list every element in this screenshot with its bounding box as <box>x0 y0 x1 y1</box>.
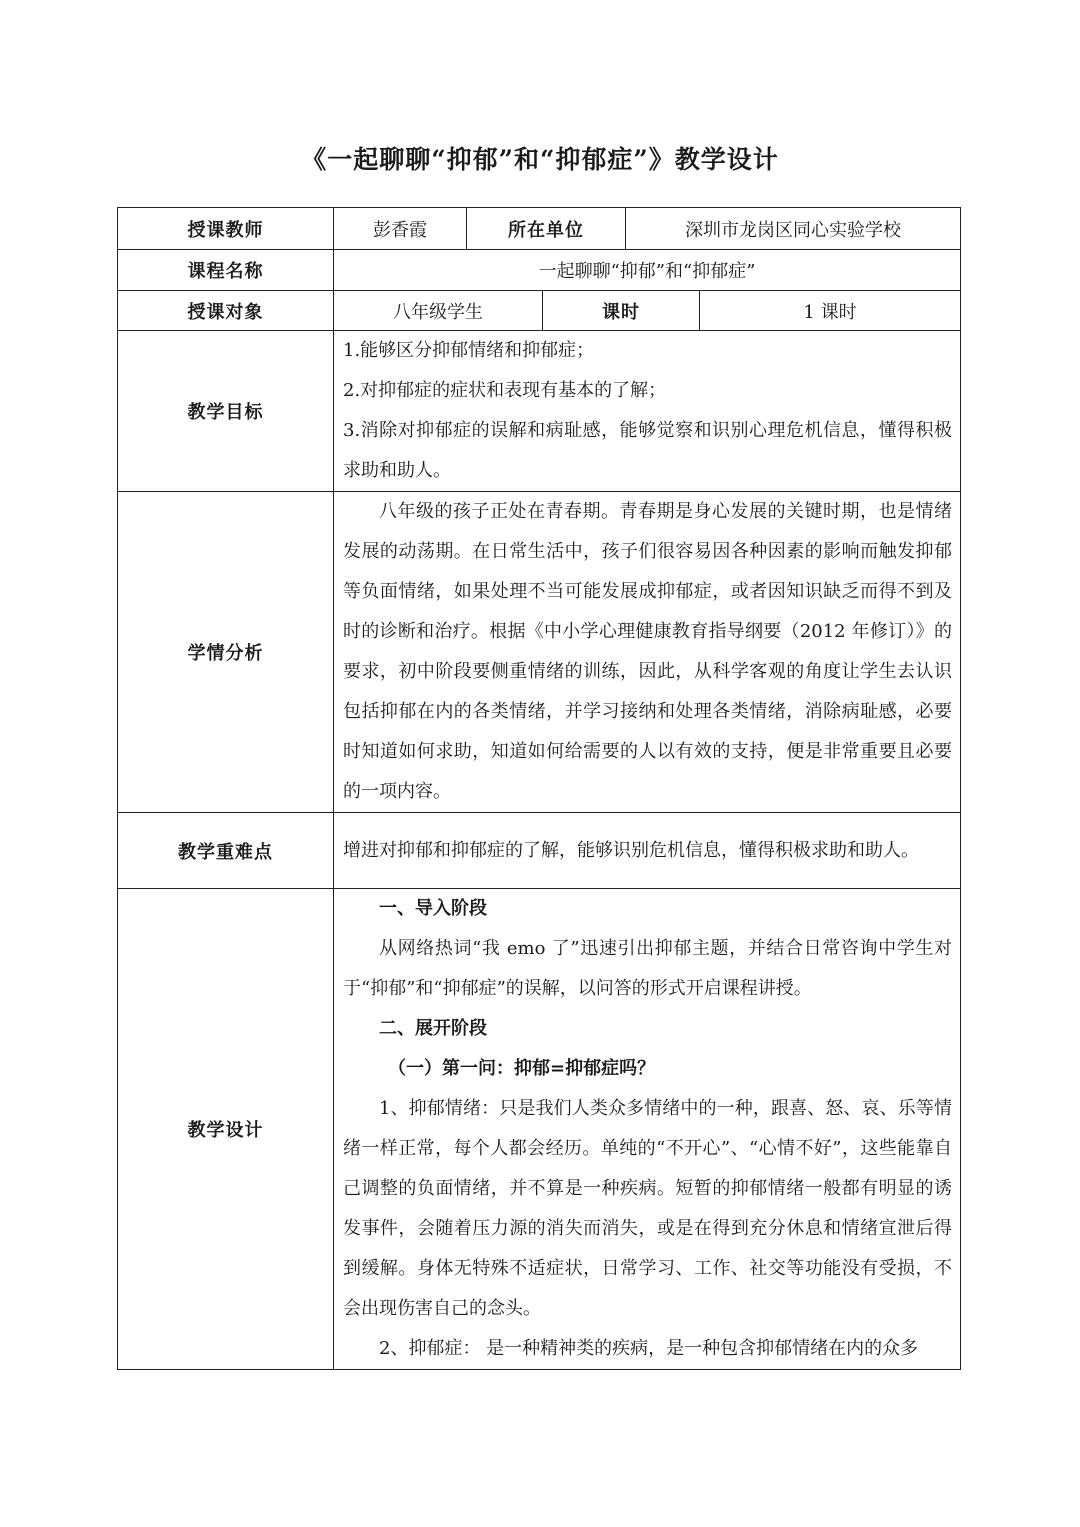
key-points-content <box>334 813 961 889</box>
target-value: 八年级学生 <box>334 291 543 331</box>
goals-label: 教学目标 <box>118 331 334 492</box>
row-goals <box>118 331 961 492</box>
row-course <box>118 250 961 291</box>
goals-content <box>334 331 961 492</box>
course-label: 课程名称 <box>118 250 334 291</box>
design-heading-develop: 二、展开阶段 <box>379 1018 487 1039</box>
row-teacher <box>118 208 961 250</box>
row-design <box>118 889 961 1370</box>
row-key-points <box>118 813 961 889</box>
analysis-content <box>334 492 961 813</box>
design-paragraph: 从网络热词“我 emo 了”迅速引出抑郁主题，并结合日常咨询中学生对于“抑郁”和“抑郁症”的误解，以问答的形式开启课程讲授。 <box>343 938 952 999</box>
design-paragraph: 2、抑郁症： 是一种精神类的疾病，是一种包含抑郁情绪在内的众多 <box>379 1338 919 1359</box>
goal-item: 2.对抑郁症的症状和表现有基本的了解； <box>343 380 667 401</box>
course-value: 一起聊聊“抑郁”和“抑郁症” <box>334 250 961 291</box>
target-label: 授课对象 <box>118 291 334 331</box>
hours-label: 课时 <box>543 291 700 331</box>
key-points-label: 教学重难点 <box>118 813 334 889</box>
analysis-text: 八年级的孩子正处在青春期。青春期是身心发展的关键时期，也是情绪发展的动荡期。在日常生活中，孩子们很容易因各种因素的影响而触发抑郁等负面情绪，如果处理不当可能发展成抑郁症，或者因知识缺乏而得不到及时的诊断和治疗。根据《中小学心理健康教育指导纲要（2012 年修订）》的要求，初中阶段要侧重情绪的训练，因此，从科学客观的角度让学生去认识包括抑郁在内的各类情绪，并学习接纳和处理各类情绪，消除病耻感，必要时知道如何求助，知道如何给需要的人以有效的支持，便是非常重要且必要的一项内容。 <box>343 501 952 802</box>
design-question-heading: （一）第一问：抑郁=抑郁症吗？ <box>388 1058 656 1079</box>
design-paragraph: 1、抑郁情绪：只是我们人类众多情绪中的一种，跟喜、怒、哀、乐等情绪一样正常，每个人都会经历。单纯的“不开心”、“心情不好”，这些能靠自己调整的负面情绪，并不算是一种疾病。短暂的抑郁情绪一般都有明显的诱发事件，会随着压力源的消失而消失，或是在得到充分休息和情绪宣泄后得到缓解。身体无特殊不适症状，日常学习、工作、社交等功能没有受损，不会出现伤害自己的念头。 <box>343 1098 952 1319</box>
goal-item: 3.消除对抑郁症的误解和病耻感，能够觉察和识别心理危机信息，懂得积极求助和助人。 <box>343 420 952 481</box>
goal-item: 1.能够区分抑郁情绪和抑郁症； <box>343 340 595 361</box>
key-points-text: 增进对抑郁和抑郁症的了解，能够识别危机信息，懂得积极求助和助人。 <box>343 839 919 861</box>
teacher-value: 彭香霞 <box>334 208 467 250</box>
row-analysis <box>118 492 961 813</box>
design-heading-intro: 一、导入阶段 <box>379 898 487 919</box>
design-label: 教学设计 <box>118 889 334 1370</box>
row-target <box>118 291 961 331</box>
unit-label: 所在单位 <box>467 208 626 250</box>
unit-value: 深圳市龙岗区同心实验学校 <box>626 208 961 250</box>
design-content <box>334 889 961 1370</box>
hours-value: 1 课时 <box>700 291 961 331</box>
lesson-plan-table <box>117 207 961 1370</box>
document-title: 《一起聊聊“抑郁”和“抑郁症”》教学设计 <box>301 145 779 174</box>
teacher-label: 授课教师 <box>118 208 334 250</box>
analysis-label: 学情分析 <box>118 492 334 813</box>
